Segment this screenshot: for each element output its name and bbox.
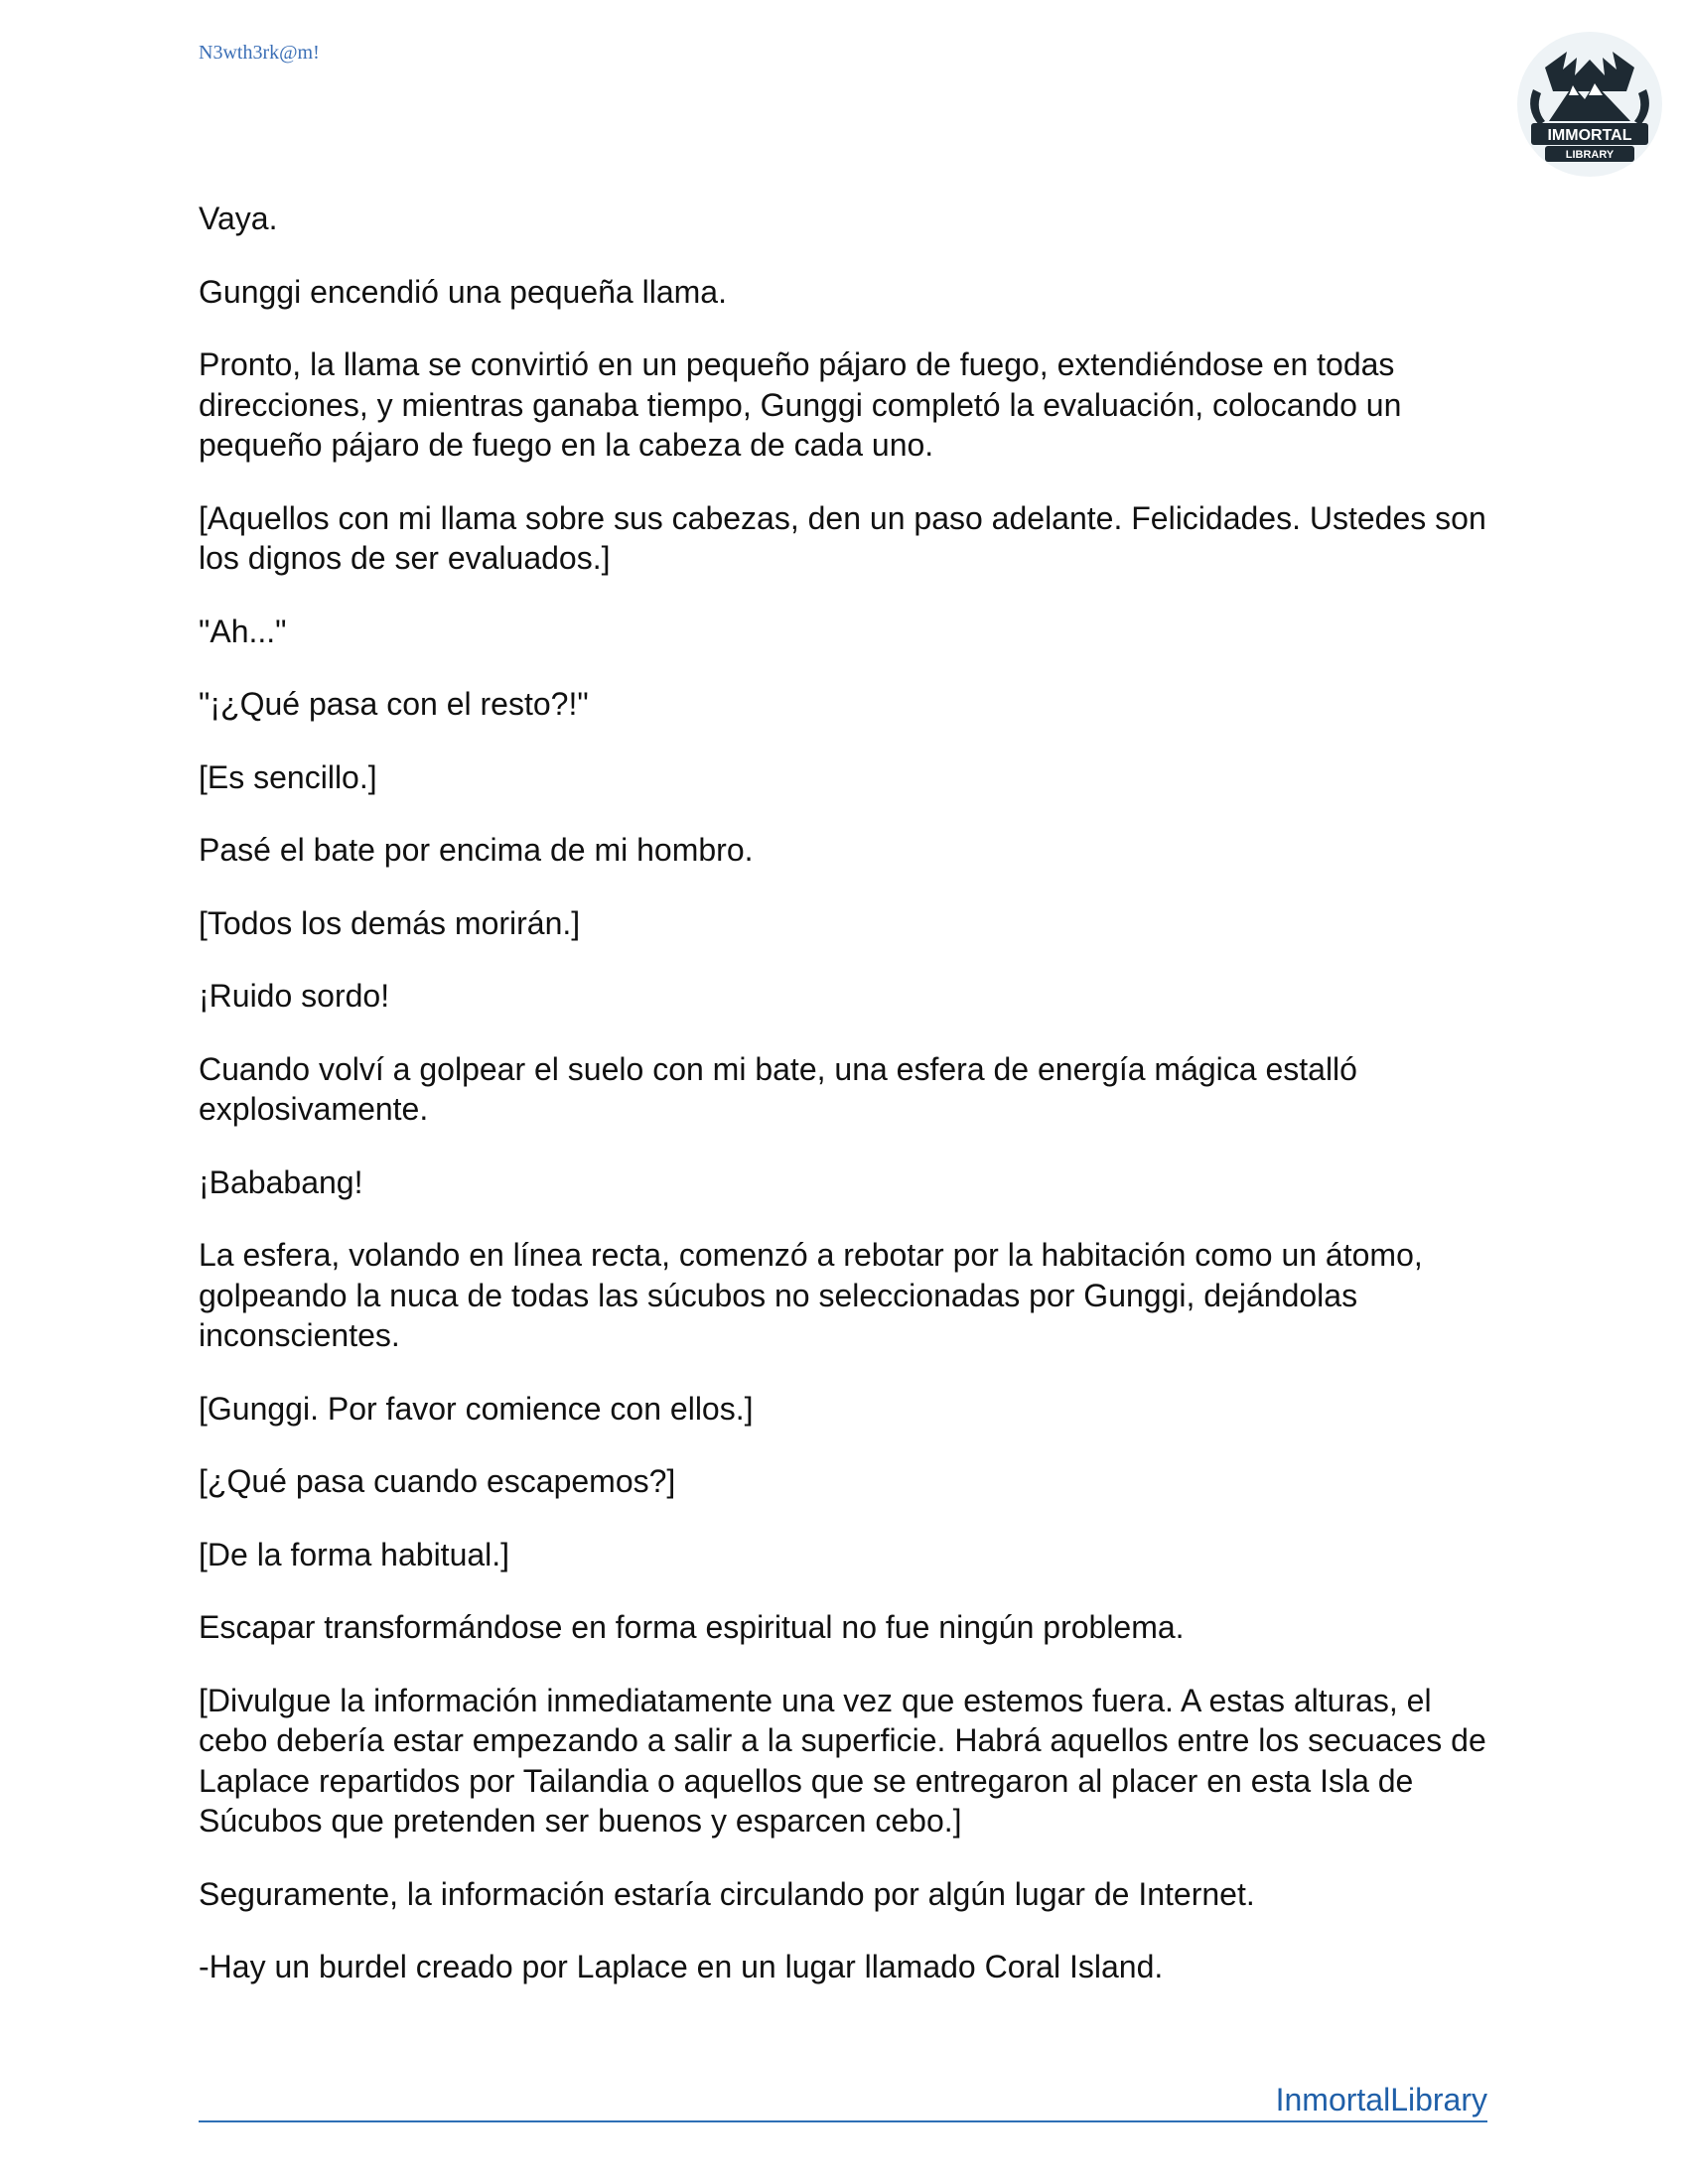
body-text (199, 199, 1499, 2020)
paragraph: [¿Qué pasa cuando escapemos?] (199, 1463, 676, 1499)
paragraph: Cuando volví a golpear el suelo con mi bate, una esfera de energía mágica estalló explosivamente. (199, 1050, 1357, 1127)
footer-divider (199, 2120, 1487, 2122)
paragraph: ¡Bababang! (199, 1163, 363, 1200)
paragraph: "Ah..." (199, 613, 287, 649)
paragraph: Gunggi encendió una pequeña llama. (199, 273, 727, 310)
paragraph: "¡¿Qué pasa con el resto?!" (199, 686, 589, 722)
header-tag: N3wth3rk@m! (199, 42, 320, 64)
paragraph: [Gunggi. Por favor comience con ellos.] (199, 1390, 754, 1427)
logo-text-top: IMMORTAL (1547, 127, 1632, 144)
paragraph: [Es sencillo.] (199, 758, 377, 795)
paragraph: [De la forma habitual.] (199, 1536, 510, 1572)
paragraph: Seguramente, la información estaría circulando por algún lugar de Internet. (199, 1875, 1255, 1912)
paragraph: La esfera, volando en línea recta, comenzó a rebotar por la habitación como un átomo, golpeando la nuca de todas las súcubos no seleccionadas por Gunggi, dejándolas inconscientes. (199, 1237, 1423, 1353)
paragraph: -Hay un burdel creado por Laplace en un lugar llamado Coral Island. (199, 1949, 1164, 1984)
logo-emblem-icon (1515, 30, 1664, 179)
paragraph: Escapar transformándose en forma espiritual no fue ningún problema. (199, 1609, 1185, 1645)
paragraph: [Todos los demás morirán.] (199, 904, 581, 941)
footer-library-link[interactable]: InmortalLibrary (1275, 2082, 1487, 2117)
paragraph: Vaya. (199, 201, 278, 236)
paragraph: Pronto, la llama se convirtió en un pequeño pájaro de fuego, extendiéndose en todas direcciones, y mientras ganaba tiempo, Gunggi completó la evaluación, colocando un pequeño pájaro de fuego en la cabeza de cada uno. (199, 346, 1402, 463)
paragraph: [Aquellos con mi llama sobre sus cabezas, den un paso adelante. Felicidades. Ustedes son los dignos de ser evaluados.] (199, 499, 1486, 576)
logo-text-bottom: LIBRARY (1565, 149, 1615, 161)
paragraph: ¡Ruido sordo! (199, 978, 390, 1014)
paragraph: [Divulgue la información inmediatamente una vez que estemos fuera. A estas alturas, el cebo debería estar empezando a salir a la superficie. Habrá aquellos entre los secuaces de Laplace repartidos por Tailandia o aquellos que se entregaron al placer en esta Isla de Súcubos que pretenden ser buenos y esparcen cebo.] (199, 1682, 1486, 1839)
paragraph: Pasé el bate por encima de mi hombro. (199, 832, 754, 868)
immortal-library-logo (1515, 30, 1664, 179)
